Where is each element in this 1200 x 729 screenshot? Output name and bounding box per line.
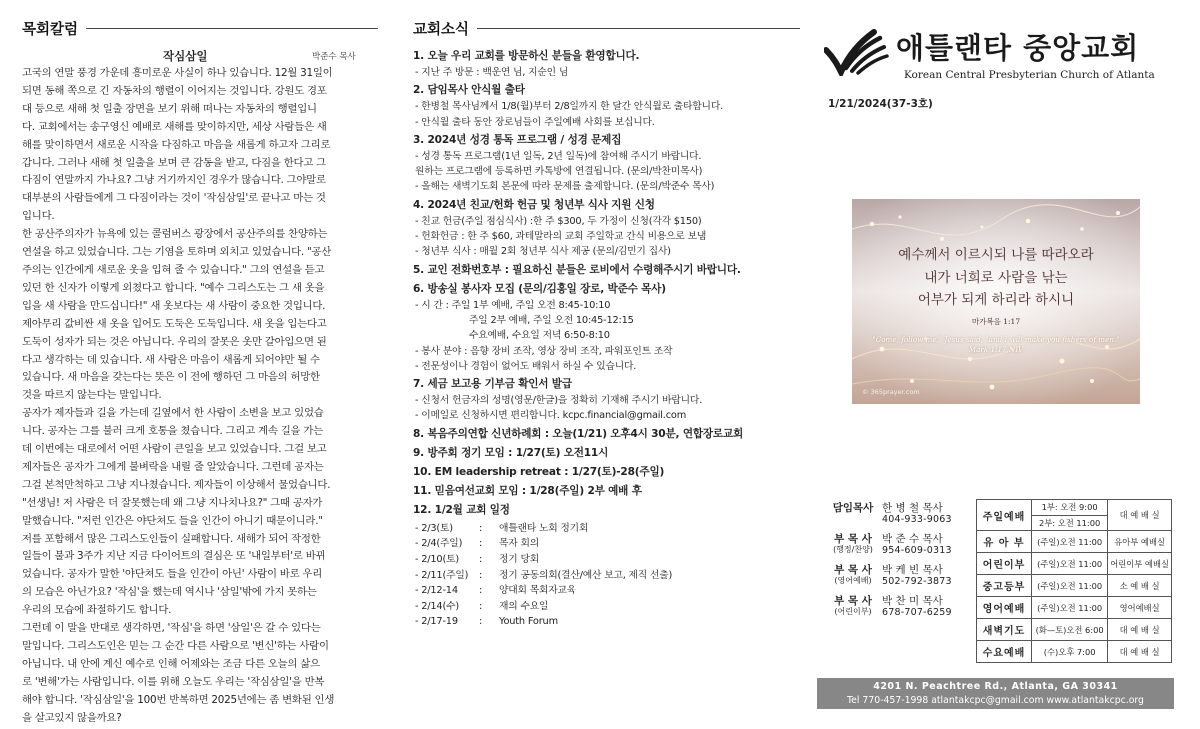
schedule-event: 애틀랜타 노회 정기회 (499, 522, 589, 534)
pastor-info (878, 564, 952, 588)
news-item (413, 132, 800, 195)
news-item (413, 281, 800, 374)
worship-place: 대 예 배 실 (1108, 641, 1172, 663)
news-item (413, 502, 800, 519)
verse-reference: 마가복음 1:17 (971, 317, 1021, 326)
worship-time-line: 2부: 오전 11:00 (1032, 515, 1107, 530)
worship-time: (주일)오전 11:00 (1032, 575, 1108, 597)
article-line: 도둑이 성자가 되는 것은 아닙니다. 우리의 잘못은 옷만 갈아입으면 된 (22, 335, 327, 348)
verse-photo (852, 199, 1140, 404)
schedule-row (413, 599, 800, 615)
news-heading: 교회소식 (413, 21, 470, 38)
article-line: 아닙니다. 내 안에 계신 예수로 인해 어제와는 조금 다른 오늘의 삶으 (22, 657, 320, 670)
verse-line-1: 예수께서 이르시되 나를 따라오라 (898, 247, 1094, 263)
article-line: 있습니다. 새 마음을 갖는다는 뜻은 이 전에 행하던 그 마음의 허망한 (22, 371, 320, 384)
verse-line-3: 어부가 되게 하리라 하시니 (917, 292, 1075, 308)
schedule-colon: : (479, 616, 483, 628)
worship-row (977, 553, 1172, 575)
worship-place: 소 예 배 실 (1108, 575, 1172, 597)
news-item (413, 376, 800, 424)
article-line: 니다. 공자는 그를 불러 크게 호통을 쳤습니다. 그리고 계속 길을 가는 (22, 425, 323, 438)
schedule-date: - 2/12-14 (415, 585, 458, 597)
schedule-colon: : (479, 600, 483, 612)
news-item-line: 수요예배, 수요일 저녁 6:50-8:10 (469, 330, 610, 342)
column-heading: 목회칼럼 (22, 21, 79, 38)
worship-row (977, 531, 1172, 553)
news-item-line: - 한병철 목사님께서 1/8(월)부터 2/8일까지 한 달간 안식월로 출타합니다. (415, 101, 723, 113)
news-item-line: - 봉사 분야 : 음향 장비 조작, 영상 장비 조작, 파워포인트 조작 (415, 345, 673, 357)
worship-time: (화—토)오전 6:00 (1032, 619, 1108, 641)
worship-name: 주일예배 (977, 500, 1032, 531)
news-item-line: - 안식월 출타 동안 장로님들이 주일예배 사회를 보십니다. (415, 116, 655, 128)
worship-place: 어린이부 예배실 (1108, 553, 1172, 575)
schedule-event: 재의 수요일 (499, 600, 549, 612)
article-line: 제자들은 공자가 그에게 불벼락을 내릴 줄 알았습니다. 그런데 공자는 (22, 460, 324, 473)
schedule-colon: : (479, 553, 483, 565)
schedule-row (413, 583, 800, 599)
news-list (413, 48, 800, 630)
verse-english-line-1: "Come, follow me," Jesus said, "and I will make you fishers of men." (872, 335, 1120, 344)
schedule-colon: : (479, 569, 483, 581)
article-line: 말입니다. 그리스도인은 믿는 그 순간 다른 사람으로 '변신'하는 사람이 (22, 640, 329, 652)
news-header (413, 18, 800, 38)
article-line: 있던 한 신자가 이렇게 외쳤다고 합니다. "예수 그리스도는 그 새 옷을 (22, 281, 325, 294)
news-item-title: 6. 방송실 봉사자 모집 (문의/김홍일 장로, 박준수 목사) (413, 282, 666, 295)
worship-name: 새벽기도 (977, 619, 1032, 641)
news-item-line: - 시 간 : 주일 1부 예배, 주일 오전 8:45-10:10 (415, 299, 611, 311)
schedule-date: - 2/14(수) (415, 600, 459, 612)
article-line: 입니다. (22, 210, 55, 223)
news-item-line: 원하는 프로그램에 등록하면 카톡방에 연결됩니다. (문의/박찬미목사) (415, 166, 703, 178)
news-item-title: 7. 세금 보고용 기부금 확인서 발급 (413, 378, 572, 391)
article-line: 우리의 모습에 좌절하기도 합니다. (22, 604, 172, 617)
worship-time (1032, 500, 1108, 531)
schedule-row (413, 536, 800, 552)
schedule-event: 정기 공동의회(결산/예산 보고, 제직 선출) (499, 569, 673, 581)
worship-time: (수)오후 7:00 (1032, 641, 1108, 663)
worship-row (977, 575, 1172, 597)
news-item (413, 197, 800, 260)
news-item-title: 11. 믿음여선교회 모임 : 1/28(주일) 2부 예배 후 (413, 484, 642, 497)
pastor-role-title: 부 목 사 (834, 533, 872, 545)
news-item-line: - 전문성이나 경험이 없어도 배워서 하실 수 있습니다. (415, 360, 637, 372)
news-item-line: - 올해는 새벽기도회 본문에 따라 문제를 출제합니다. (문의/박준수 목사) (415, 181, 715, 193)
church-name-korean: 애틀랜타 중앙교회 (896, 31, 1140, 65)
article-line: 되면 동해 쪽으로 긴 자동차의 행렬이 이어지는 것입니다. 강원도 경포 (22, 84, 327, 97)
news-item (413, 483, 800, 500)
article-line: 다고 생각하는 데 있습니다. 새 사람은 마음이 새롭게 되어야만 될 수 (22, 353, 320, 366)
church-news (413, 18, 800, 630)
news-item-title: 10. EM leadership retreat : 1/27(토)-28(주일) (413, 465, 665, 478)
church-logo (824, 26, 1174, 90)
news-item-line: - 이메일로 신청하시면 편리합니다. kcpc.financial@gmail.com (415, 410, 687, 422)
pastor-phone: 954-609-0313 (882, 545, 952, 556)
verse-english-line-2: Mark 1:17,NIV (968, 345, 1024, 354)
article-line: 제아무리 값비싼 새 옷을 입어도 도둑은 도둑입니다. 새 옷을 입는다고 (22, 317, 327, 330)
article-line: 갑니다. 그러나 새해 첫 일출을 보며 큰 감동을 받고, 다짐을 한다고 그 (22, 156, 326, 169)
news-item-title: 5. 교인 전화번호부 : 필요하신 분들은 로비에서 수령해주시기 바랍니다. (413, 263, 741, 276)
schedule-event: 양대회 목회자교육 (499, 585, 577, 597)
schedule-colon: : (479, 585, 483, 597)
news-item-title: 8. 복음주의연합 신년하례회 : 오늘(1/21) 오후4시 30분, 연합장로교회 (413, 427, 744, 440)
news-item (413, 82, 800, 130)
article-line: 대부분의 사람들에게 그 다짐이라는 것이 '작심삼일'로 끝나고 마는 것 (22, 192, 326, 205)
worship-name: 어린이부 (977, 553, 1032, 575)
schedule-colon: : (479, 522, 483, 534)
article-title-row (22, 48, 378, 64)
article-line: 저를 포함해서 많은 그리스도인들이 실패합니다. 새해가 되어 작정한 (22, 532, 321, 545)
schedule-row (413, 552, 800, 568)
news-item-title: 4. 2024년 친교/헌화 헌금 및 청년부 식사 지원 신청 (413, 198, 655, 211)
news-item-title: 12. 1/2월 교회 일정 (413, 503, 510, 516)
article-author: 박준수 목사 (312, 52, 356, 62)
article-line: 말했습니다. "저런 인간은 야단쳐도 들을 인간이 아니기 때문이니라." (22, 514, 323, 527)
pastor-name: 한 병 철 목사 (882, 502, 943, 514)
worship-name: 수요예배 (977, 641, 1032, 663)
worship-row (977, 500, 1172, 531)
pastor-role-detail: (어린이부) (834, 607, 872, 616)
pastor-phone: 502-792-3873 (882, 576, 952, 587)
schedule-row (413, 521, 800, 537)
pastor-role-detail: (영어예배) (834, 576, 872, 585)
article-body (22, 65, 374, 728)
hand-logo-icon (824, 28, 890, 76)
news-item-line: - 성경 통독 프로그램(1년 일독, 2년 일독)에 참여해 주시기 바랍니다. (415, 150, 702, 162)
article-line: 데 이번에는 대로에서 어떤 사람이 큰일을 보고 있었습니다. 그걸 보고 (22, 443, 327, 456)
pastor-role-title: 부 목 사 (834, 595, 872, 607)
column-header (22, 18, 378, 38)
article-line: 공자가 제자들과 길을 가는데 길옆에서 한 사람이 소변을 보고 있었습 (22, 407, 324, 420)
news-item-line: - 신청서 헌금자의 성명(영문/한글)을 정확히 기재해 주시기 바랍니다. (415, 395, 703, 407)
article-line: 의 모습은 아닌가요? '작심'을 했는데 역시나 '삼일'밖에 가지 못하는 (22, 586, 317, 599)
article-line: 해를 맞이하면서 새로운 시작을 다짐하고 마음을 새롭게 하고자 그리로 (22, 138, 331, 151)
worship-name: 중고등부 (977, 575, 1032, 597)
news-item-title: 9. 방주회 정기 모임 : 1/27(토) 오전11시 (413, 446, 609, 459)
worship-place: 대 예 배 실 (1108, 500, 1172, 531)
article-line: 었습니다. 공자가 말한 '야단쳐도 들을 인간이 아닌' 사람이 바로 우리 (22, 568, 322, 581)
article-line: 것을 따르지 않는다는 말입니다. (22, 389, 162, 402)
article-line: 연설을 하고 있었습니다. 그는 기염을 토하며 외치고 있었습니다. "공산 (22, 246, 332, 259)
article-line: 다. 교회에서는 송구영신 예배로 새해를 맞이하지만, 세상 사람들은 새 (22, 120, 327, 133)
article-line: 다짐이 연말까지 가나요? 그냥 거기까지인 경우가 많습니다. 그야말로 (22, 174, 326, 187)
pastor-role (828, 533, 878, 557)
pastor-role-title: 담임목사 (832, 502, 874, 514)
worship-place: 유아부 예배실 (1108, 531, 1172, 553)
worship-place: 대 예 배 실 (1108, 619, 1172, 641)
article-line: "선생님! 저 사람은 더 잘못했는데 왜 그냥 지나치나요?" 그때 공자가 (22, 496, 323, 509)
article-line: 그런데 이 말을 반대로 생각하면, '작심'을 하면 '삼일'은 갈 수 있다는 (22, 622, 321, 635)
news-item (413, 426, 800, 443)
pastor-phone: 678-707-6259 (882, 607, 952, 618)
worship-time: (주일)오전 11:00 (1032, 553, 1108, 575)
news-item (413, 445, 800, 462)
schedule-colon: : (479, 538, 483, 550)
pastor-role (828, 502, 878, 526)
article-line: 입을 새 사람을 만드십니다!" 새 옷보다는 새 사람이 중요한 것입니다. (22, 299, 326, 312)
schedule-date: - 2/17-19 (415, 616, 458, 628)
worship-place: 영어예배실 (1108, 597, 1172, 619)
worship-row (977, 597, 1172, 619)
news-item-title: 2. 담임목사 안식월 출타 (413, 84, 525, 97)
news-item-line: 주일 2부 예배, 주일 오전 10:45-12:15 (469, 314, 634, 326)
pastor-entry (828, 533, 978, 557)
pastor-role-detail: (행정/찬양) (833, 545, 873, 554)
worship-time: (주일)오전 11:00 (1032, 531, 1108, 553)
pastor-info (878, 502, 952, 526)
verse-line-2: 내가 너희로 사람을 낚는 (924, 269, 1068, 286)
news-item-line: - 지난 주 방문 : 백운연 님, 지순인 님 (415, 67, 569, 78)
worship-name: 영어예배 (977, 597, 1032, 619)
schedule-row (413, 614, 800, 630)
article-line: 대 등으로 새해 첫 일출 장면을 보기 위해 떠나는 자동차의 행렬입니 (22, 102, 317, 115)
worship-time-line: 1부: 오전 9:00 (1041, 502, 1098, 512)
schedule-date: - 2/4(주일) (415, 538, 463, 550)
church-name-english: Korean Central Presbyterian Church of Atlanta (904, 69, 1155, 81)
pastor-name: 박 케 빈 목사 (882, 564, 943, 576)
article-line: 을 살고있지 않을까요? (22, 711, 122, 724)
pastor-name: 박 준 수 목사 (882, 533, 943, 545)
schedule-event: 정기 당회 (499, 553, 539, 565)
schedule-date: - 2/3(토) (415, 522, 453, 534)
news-item (413, 48, 800, 80)
pastor-list (828, 502, 978, 626)
schedule-date: - 2/11(주일) (415, 569, 469, 581)
worship-name: 유 아 부 (977, 531, 1032, 553)
pastor-info (878, 595, 952, 619)
news-heading-rule (477, 28, 800, 29)
schedule-date: - 2/10(토) (415, 553, 459, 565)
article-line: 그걸 본척만척하고 그냥 지나쳤습니다. 제자들이 이상해서 물었습니다. (22, 478, 331, 491)
article-line: 한 공산주의자가 뉴욕에 있는 콜럼버스 광장에서 공산주의를 찬양하는 (22, 228, 328, 241)
pastor-phone: 404-933-9063 (882, 514, 952, 525)
article-line: 주의는 인간에게 새로운 옷을 입혀 줄 수 있습니다." 그의 연설을 듣고 (22, 263, 325, 276)
news-item-line: - 헌화헌금 : 한 주 $60, 과테말라의 교회 주일학교 간식 비용으로 보냄 (415, 231, 707, 243)
issue-date: 1/21/2024(37-3호) (828, 98, 933, 110)
schedule-event: Youth Forum (499, 616, 558, 628)
worship-time: (주일)오전 11:00 (1032, 597, 1108, 619)
pastor-info (878, 533, 952, 557)
worship-row (977, 641, 1172, 663)
pastor-entry (828, 564, 978, 588)
verse-korean (852, 244, 1140, 312)
news-item-line: - 청년부 식사 : 매월 2회 청년부 식사 제공 (문의/김민기 집사) (415, 246, 671, 258)
schedule-row (413, 568, 800, 584)
news-item (413, 262, 800, 279)
article-line: 로 '변해'가는 사람입니다. 이를 위해 오늘도 우리는 '작심삼일'을 반복 (22, 675, 325, 688)
news-item-title: 1. 오늘 우리 교회를 방문하신 분들을 환영합니다. (413, 50, 640, 62)
pastor-name: 박 찬 미 목사 (882, 595, 943, 607)
news-item (413, 464, 800, 481)
church-contact: Tel 770-457-1998 atlantakcpc@gmail.com www.atlantakcpc.org (847, 695, 1144, 706)
pastor-role (828, 564, 878, 588)
article-line: 해야 합니다. '작심삼일'을 100번 반복하면 2025년에는 좀 변화된 인생 (22, 693, 335, 706)
pastor-role (828, 595, 878, 619)
church-address: 4201 N. Peachtree Rd., Atlanta, GA 30341 (873, 681, 1118, 692)
article-line: 고국의 연말 풍경 가운데 흥미로운 사실이 하나 있습니다. 12월 31일이 (22, 67, 333, 79)
pastor-entry (828, 502, 978, 526)
worship-schedule-table (976, 499, 1172, 663)
pastor-entry (828, 595, 978, 619)
news-item-title: 3. 2024년 성경 통독 프로그램 / 성경 문제집 (413, 133, 622, 146)
news-item-line: - 친교 헌금(주일 점심식사) :한 주 $300, 두 가정이 신청(각각 $150) (415, 215, 702, 227)
article-title: 작심삼일 (163, 49, 208, 63)
worship-row (977, 619, 1172, 641)
church-footer (817, 678, 1174, 709)
verse-english (852, 335, 1140, 355)
article-line: 일들이 불과 3주가 지난 지금 다이어트의 결심은 또 '내일부터'로 바뀌 (22, 550, 326, 563)
photo-watermark: © 365prayer.com (862, 388, 920, 396)
pastor-role-title: 부 목 사 (834, 564, 872, 576)
pastoral-column (22, 18, 378, 728)
column-heading-rule (86, 28, 378, 29)
schedule-event: 목자 회의 (499, 538, 539, 550)
